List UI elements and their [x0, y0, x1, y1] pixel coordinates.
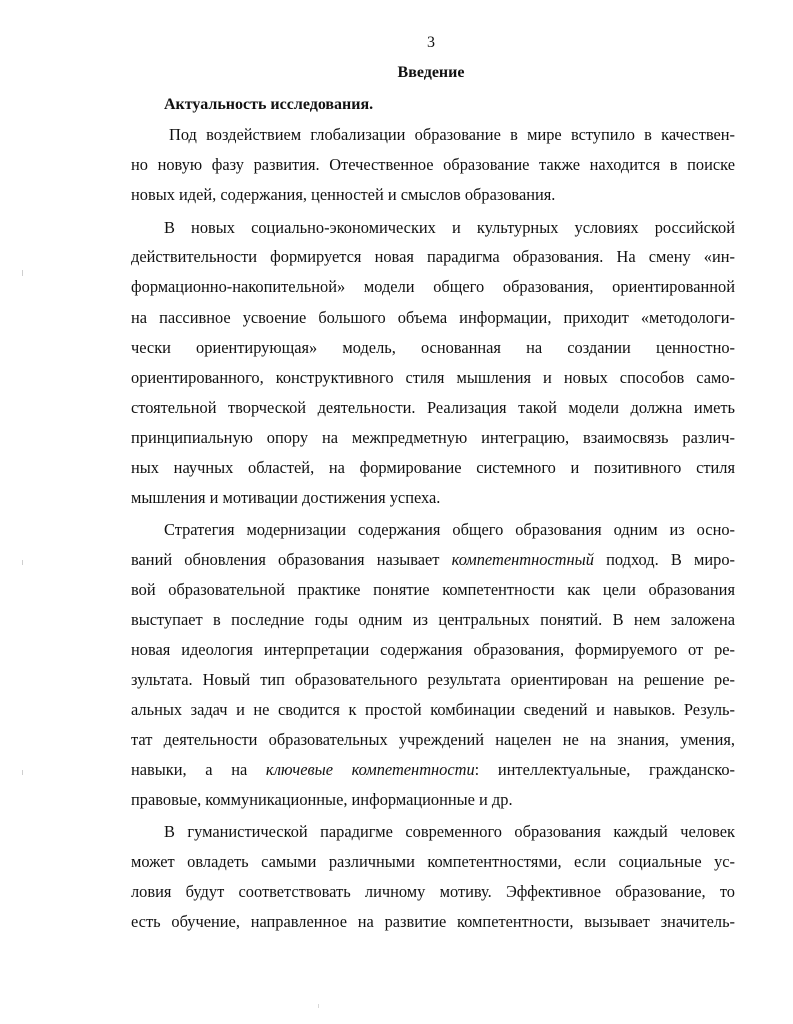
- text-line: В новых социально-экономических и культурных условиях российской: [164, 218, 735, 237]
- scan-artifact: [22, 560, 23, 565]
- text-line: В гуманистической парадигме современного образования каждый человек: [164, 822, 735, 841]
- text-line: ловия будут соответствовать личному мотиву. Эффективное образование, то: [131, 882, 735, 901]
- text-line: [131, 760, 735, 780]
- italic-term: компетентностный: [451, 550, 594, 569]
- text-line: ных научных областей, на формирование системного и позитивного стиля: [131, 458, 735, 477]
- page-number: 3: [427, 34, 435, 51]
- text-line: зультата. Новый тип образовательного результата ориентирован на решение ре-: [131, 670, 735, 689]
- text-span: навыки, а на: [131, 760, 266, 779]
- text-line: новых идей, содержания, ценностей и смыслов образования.: [131, 185, 556, 204]
- text-line: вой образовательной практике понятие компетентности как цели образования: [131, 580, 735, 599]
- text-line: мышления и мотивации достижения успеха.: [131, 488, 441, 507]
- text-span: подход. В миро-: [593, 550, 735, 569]
- text-line: новая идеология интерпретации содержания образования, формируемого от ре-: [131, 640, 735, 659]
- text-line: Стратегия модернизации содержания общего образования одним из осно-: [164, 520, 735, 539]
- text-line: чески ориентирующая» модель, основанная на создании ценностно-: [131, 338, 735, 357]
- section-heading: Введение: [397, 64, 465, 81]
- text-line: ориентированного, конструктивного стиля мышления и новых способов само-: [131, 368, 735, 387]
- text-line: формационно-накопительной» модели общего образования, ориентированной: [131, 277, 735, 296]
- text-line: может овладеть самыми различными компетентностями, если социальные ус-: [131, 852, 735, 871]
- text-line: но новую фазу развития. Отечественное образование также находится в поиске: [131, 155, 735, 174]
- text-line: выступает в последние годы одним из центральных понятий. В нем заложена: [131, 610, 735, 629]
- text-line: [131, 550, 735, 570]
- text-span: : интеллектуальные, гражданско-: [474, 760, 735, 779]
- text-line: альных задач и не сводится к простой комбинации сведений и навыков. Резуль-: [131, 700, 735, 719]
- scan-artifact: [318, 1004, 319, 1008]
- scan-artifact: [22, 270, 23, 276]
- text-line: тат деятельности образовательных учреждений нацелен не на знания, умения,: [131, 730, 735, 749]
- text-line: есть обучение, направленное на развитие компетентности, вызывает значитель-: [131, 912, 735, 931]
- italic-term: ключевые компетентности: [265, 760, 475, 779]
- text-line: принципиальную опору на межпредметную интеграцию, взаимосвязь различ-: [131, 428, 735, 447]
- text-line: Под воздействием глобализации образование в мире вступило в качествен-: [169, 125, 735, 144]
- text-line: правовые, коммуникационные, информационные и др.: [131, 790, 513, 809]
- subsection-heading: Актуальность исследования.: [164, 96, 374, 113]
- text-line: действительности формируется новая парадигма образования. На смену «ин-: [131, 247, 735, 266]
- text-line: на пассивное усвоение большого объема информации, приходит «методологи-: [131, 308, 735, 327]
- scan-artifact: [22, 770, 23, 775]
- text-span: ваний обновления образования называет: [131, 550, 452, 569]
- text-line: стоятельной творческой деятельности. Реализация такой модели должна иметь: [131, 398, 735, 417]
